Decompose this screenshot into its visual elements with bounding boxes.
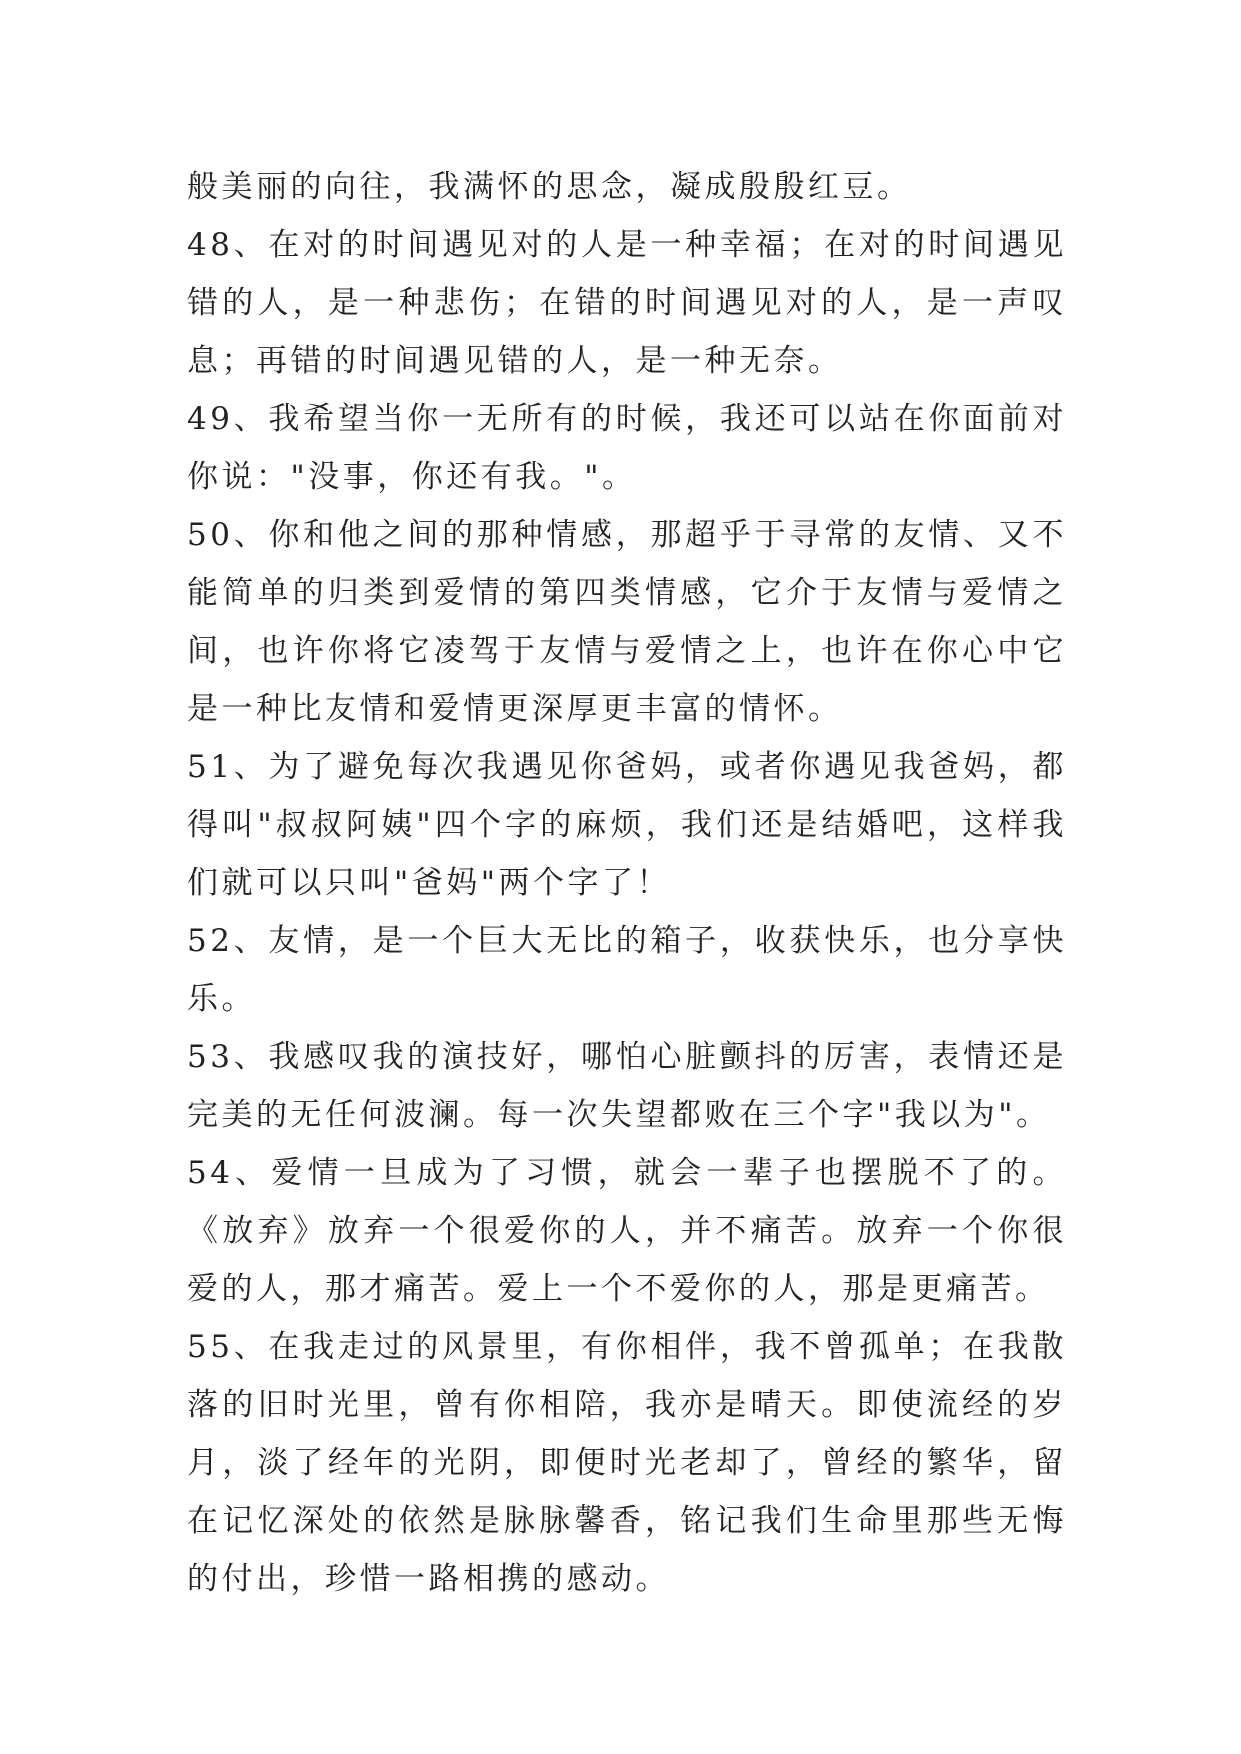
paragraph-48: 48、在对的时间遇见对的人是一种幸福；在对的时间遇见错的人，是一种悲伤；在错的时间遇见对的人，是一声叹息；再错的时间遇见错的人，是一种无奈。 (187, 227, 1067, 379)
paragraph-54: 54、爱情一旦成为了习惯，就会一辈子也摆脱不了的。《放弃》放弃一个很爱你的人，并不痛苦。放弃一个你很爱的人，那才痛苦。爱上一个不爱你的人，那是更痛苦。 (187, 1155, 1067, 1307)
paragraph-53: 53、我感叹我的演技好，哪怕心脏颤抖的厉害，表情还是完美的无任何波澜。每一次失望都败在三个字"我以为"。 (187, 1039, 1067, 1133)
paragraph-51: 51、为了避免每次我遇见你爸妈，或者你遇见我爸妈，都得叫"叔叔阿姨"四个字的麻烦，我们还是结婚吧，这样我们就可以只叫"爸妈"两个字了！ (187, 749, 1067, 901)
paragraph-49: 49、我希望当你一无所有的时候，我还可以站在你面前对你说："没事，你还有我。"。 (187, 401, 1067, 495)
paragraph-55: 55、在我走过的风景里，有你相伴，我不曾孤单；在我散落的旧时光里，曾有你相陪，我亦是晴天。即使流经的岁月，淡了经年的光阴，即便时光老却了，曾经的繁华，留在记忆深处的依然是脉脉馨香，铭记我们生命里那些无悔的付出，珍惜一路相携的感动。 (187, 1329, 1067, 1597)
paragraph-52: 52、友情，是一个巨大无比的箱子，收获快乐，也分享快乐。 (187, 923, 1067, 1017)
paragraph-continuation: 般美丽的向往，我满怀的思念，凝成殷殷红豆。 (187, 169, 912, 205)
paragraph-50: 50、你和他之间的那种情感，那超乎于寻常的友情、又不能简单的归类到爱情的第四类情感，它介于友情与爱情之间，也许你将它凌驾于友情与爱情之上，也许在你心中它是一种比友情和爱情更深厚更丰富的情怀。 (187, 517, 1067, 727)
body-text (187, 158, 1067, 1608)
